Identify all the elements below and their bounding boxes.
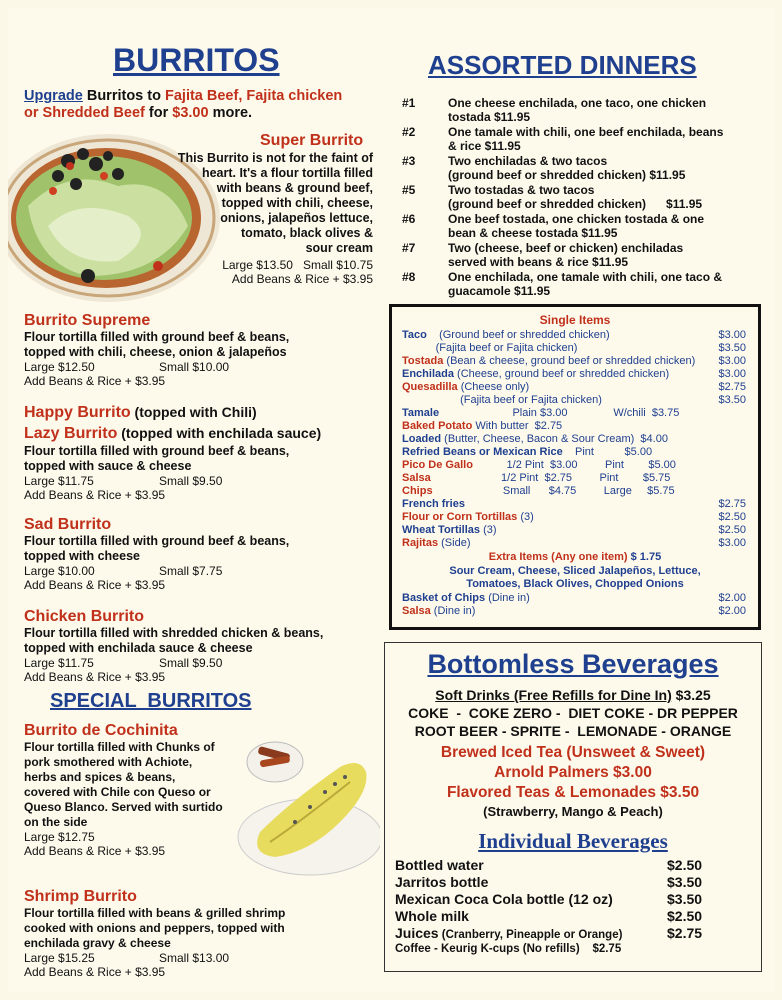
item-name: Taco	[402, 329, 427, 341]
large-price: Large $10.00	[24, 564, 95, 578]
beverage-price: $2.50	[667, 857, 703, 873]
desc-line: cooked with onions and peppers, topped with	[24, 921, 285, 935]
item-addon: Add Beans & Rice + $3.95	[24, 670, 166, 684]
beverage-name: Juices	[395, 925, 439, 941]
item-name: Loaded	[402, 433, 442, 445]
dinner-line: & rice $11.95	[448, 139, 521, 153]
large-price: Large $13.50	[222, 258, 293, 272]
menu-page	[8, 8, 774, 992]
coffee-label: Coffee - Keurig K-cups (No refills)	[395, 943, 580, 955]
desc-line: covered with Chile con Queso or	[24, 785, 211, 799]
dinner-line: One enchilada, one tamale with chili, one taco &	[448, 270, 723, 284]
small-price: Small $10.00	[159, 360, 230, 374]
single-items-title: Single Items	[539, 313, 611, 327]
single-item-row	[402, 446, 748, 459]
large-price: Large $11.75	[24, 474, 94, 488]
item-price: $3.00	[718, 355, 746, 367]
item-desc	[24, 626, 374, 656]
item-desc: (Cheese only)	[457, 381, 530, 393]
item-desc: 1/2 Pint $3.00 Pint $5.00	[472, 459, 676, 471]
beverage-row: Mexican Coca Cola bottle (12 oz)	[395, 891, 613, 907]
item-title: Burrito Supreme	[24, 312, 151, 329]
single-item-row	[402, 381, 748, 394]
single-item-row	[402, 355, 748, 368]
soft-drinks-list-1: COKE - COKE ZERO - DIET COKE - DR PEPPER	[408, 705, 738, 721]
large-price: Large $12.50	[24, 360, 95, 374]
beverage-row: Jarritos bottle	[395, 874, 489, 890]
dinner-line: bean & cheese tostada $11.95	[448, 226, 618, 240]
desc-line: enchilada gravy & cheese	[24, 936, 171, 950]
item-name: French fries	[402, 498, 465, 510]
item-price: $2.00	[718, 605, 746, 617]
item-price: $2.75	[718, 498, 746, 510]
dinner-line: One tamale with chili, one beef enchilada, beans	[448, 125, 724, 139]
super-burrito-title: Super Burrito	[260, 132, 364, 149]
arnold-palmers-line: Arnold Palmers $3.00	[494, 764, 652, 781]
item-desc	[24, 906, 374, 951]
small-price: Small $10.75	[302, 258, 373, 272]
single-item-row	[402, 394, 748, 407]
item-title: Happy Burrito	[24, 404, 131, 421]
soft-label: Soft Drinks (Free Refills for Dine In)	[435, 687, 672, 703]
single-item-row	[402, 407, 748, 420]
single-item-row	[402, 329, 748, 342]
item-desc: Small $4.75 Large $5.75	[432, 485, 675, 497]
beverage-price: $3.50	[667, 891, 703, 907]
desc-line: herbs and spices & beans,	[24, 770, 176, 784]
desc-line: Flour tortilla filled with Chunks of	[24, 740, 215, 754]
upgrade-text: Burritos to	[82, 88, 165, 104]
beverage-price: $2.50	[667, 908, 703, 924]
flavors-line: (Strawberry, Mango & Peach)	[483, 804, 663, 819]
item-title-extra: (topped with Chili)	[130, 404, 257, 420]
desc-line: onions, jalapeños lettuce,	[220, 211, 373, 225]
super-burrito-addon: Add Beans & Rice + $3.95	[231, 272, 373, 286]
item-price: $3.50	[718, 342, 746, 354]
item-desc: (Ground beef or shredded chicken)	[426, 329, 610, 341]
desc-line: pork smothered with Achiote,	[24, 755, 193, 769]
single-item-row	[402, 472, 748, 485]
item-desc: (Dine in)	[430, 605, 476, 617]
extra-items-line-2: Tomatoes, Black Olives, Chopped Onions	[466, 578, 684, 590]
item-name: Salsa	[402, 472, 431, 484]
dinner-line: (ground beef or shredded chicken) $11.95	[448, 197, 703, 211]
item-desc: (Bean & cheese, ground beef or shredded chicken)	[443, 355, 696, 367]
desc-line: topped with sauce & cheese	[24, 459, 192, 473]
single-item-row	[402, 537, 748, 550]
item-desc	[24, 534, 364, 564]
extra-items-title	[392, 551, 758, 563]
item-desc: (Fajita beef or Fajita chicken)	[402, 342, 578, 354]
item-prices	[24, 474, 374, 488]
item-name: Rajitas	[402, 537, 439, 549]
chicken-burrito	[24, 608, 374, 684]
beverage-sub: (Cranberry, Pineapple or Orange)	[438, 929, 623, 941]
item-desc: With butter $2.75	[472, 420, 563, 432]
item-addon: Add Beans & Rice + $3.95	[24, 374, 166, 388]
special-burritos-title: SPECIAL BURRITOS	[50, 690, 252, 712]
item-name: Refried Beans or Mexican Rice	[402, 446, 563, 458]
dinner-line: Two tostadas & two tacos	[448, 183, 595, 197]
burrito-supreme	[24, 312, 364, 388]
item-name: Baked Potato	[402, 420, 473, 432]
item-name: Chips	[402, 485, 433, 497]
desc-line: topped with cheese	[24, 549, 140, 563]
happy-lazy-burrito	[24, 402, 374, 502]
item-price: $3.00	[718, 537, 746, 549]
soft-price: $3.25	[671, 687, 711, 703]
upgrade-line-2	[24, 105, 252, 121]
item-desc	[24, 330, 364, 360]
item-addon: Add Beans & Rice + $3.95	[24, 844, 166, 858]
item-desc: (Cheese, ground beef or shredded chicken)	[453, 368, 670, 380]
single-item-row	[402, 498, 748, 511]
dinner-line: served with beans & rice $11.95	[448, 255, 629, 269]
item-desc: Plain $3.00 W/chili $3.75	[439, 407, 680, 419]
beverage-price: $2.75	[667, 925, 703, 941]
dinner-line: Two (cheese, beef or chicken) enchiladas	[448, 241, 684, 255]
small-price: Small $9.50	[159, 656, 223, 670]
dinner-line: One cheese enchilada, one taco, one chicken	[448, 96, 707, 110]
dinner-number: #5	[402, 183, 416, 197]
individual-beverages-title: Individual Beverages	[478, 829, 668, 853]
small-price: Small $9.50	[159, 474, 223, 488]
desc-line: with beans & ground beef,	[216, 181, 373, 195]
upgrade-word: Upgrade	[24, 88, 83, 104]
item-name: Salsa	[402, 605, 431, 617]
small-price: Small $13.00	[159, 951, 230, 965]
single-item-row	[402, 368, 748, 381]
item-prices	[24, 360, 364, 374]
assorted-dinners-title: ASSORTED DINNERS	[428, 50, 697, 80]
item-prices	[24, 951, 374, 965]
desc-line: Flour tortilla filled with ground beef & beans,	[24, 330, 290, 344]
upgrade-more: more.	[208, 105, 253, 121]
extra-price: $ 1.75	[627, 551, 662, 563]
item-desc	[24, 444, 374, 474]
large-price: Large $15.25	[24, 951, 95, 965]
item-desc: 1/2 Pint $2.75 Pint $5.75	[430, 472, 671, 484]
dinner-number: #6	[402, 212, 416, 226]
desc-line: on the side	[24, 815, 88, 829]
lazy-title-line	[24, 423, 374, 444]
item-prices	[24, 656, 374, 670]
dinners-list	[402, 96, 762, 301]
desc-line: topped with chili, cheese,	[221, 196, 373, 210]
single-item-row	[402, 511, 748, 524]
single-item-row	[402, 592, 748, 605]
beverage-row: Whole milk	[395, 908, 469, 924]
soft-drinks-line	[385, 687, 761, 703]
beverage-price: $3.50	[667, 874, 703, 890]
item-title: Sad Burrito	[24, 516, 112, 533]
bottomless-title: Bottomless Beverages	[427, 649, 719, 679]
item-addon: Add Beans & Rice + $3.95	[24, 488, 166, 502]
dinner-number: #1	[402, 96, 416, 110]
desc-line: topped with chili, cheese, onion & jalapeños	[24, 345, 287, 359]
single-item-row	[402, 485, 748, 498]
single-item-row	[402, 459, 748, 472]
single-item-row	[402, 605, 748, 618]
item-title-extra: (topped with enchilada sauce)	[117, 425, 322, 441]
desc-line: Flour tortilla filled with ground beef & beans,	[24, 534, 290, 548]
upgrade-for: for	[144, 105, 173, 121]
small-price: Small $7.75	[159, 564, 223, 578]
item-desc: (3)	[517, 511, 534, 523]
coffee-price: $2.75	[592, 943, 622, 955]
item-addon: Add Beans & Rice + $3.95	[24, 965, 166, 979]
dinner-number: #7	[402, 241, 416, 255]
super-burrito-prices	[208, 258, 373, 272]
extra-title: Extra Items (Any one item)	[488, 551, 628, 563]
item-desc: (3)	[480, 524, 497, 536]
desc-line: topped with enchilada sauce & cheese	[24, 641, 253, 655]
desc-line: Flour tortilla filled with beans & grilled shrimp	[24, 906, 286, 920]
item-desc: (Dine in)	[485, 592, 530, 604]
item-title: Chicken Burrito	[24, 608, 145, 625]
item-title: Lazy Burrito	[24, 425, 118, 442]
sad-burrito	[24, 516, 364, 592]
item-title: Shrimp Burrito	[24, 888, 137, 905]
item-price: $2.50	[718, 511, 746, 523]
item-title: Burrito de Cochinita	[24, 722, 178, 739]
desc-line: Flour tortilla filled with shredded chicken & beans,	[24, 626, 324, 640]
single-item-row	[402, 524, 748, 537]
soft-drinks-list-2: ROOT BEER - SPRITE - LEMONADE - ORANGE	[414, 723, 732, 739]
item-desc	[24, 740, 254, 830]
dinner-line: guacamole $11.95	[448, 284, 551, 298]
item-desc: (Fajita beef or Fajita chicken)	[402, 394, 602, 406]
desc-line: Queso Blanco. Served with surtido	[24, 800, 223, 814]
desc-line: Flour tortilla filled with ground beef & beans,	[24, 444, 290, 458]
flavored-teas-line: Flavored Teas & Lemonades $3.50	[446, 784, 700, 801]
super-burrito-desc	[158, 151, 373, 256]
item-price: $2.75	[718, 381, 746, 393]
item-price: $2.00	[718, 592, 746, 604]
desc-line: This Burrito is not for the faint of	[177, 151, 373, 165]
happy-title-line	[24, 402, 374, 423]
large-price: Large $12.75	[24, 830, 95, 844]
dinner-line: One beef tostada, one chicken tostada & one	[448, 212, 705, 226]
burritos-title: BURRITOS	[113, 42, 280, 78]
upgrade-highlight: Fajita Beef, Fajita chicken	[165, 88, 343, 104]
beverage-row	[395, 925, 622, 944]
item-price: $3.50	[718, 394, 746, 406]
shrimp-burrito	[24, 888, 374, 979]
item-price: $3.00	[718, 368, 746, 380]
item-name: Tamale	[402, 407, 440, 419]
item-name: Tostada	[402, 355, 444, 367]
single-item-row	[402, 342, 748, 355]
cochinita-photo	[230, 732, 380, 880]
item-addon: Add Beans & Rice + $3.95	[24, 578, 166, 592]
item-price: $2.50	[718, 524, 746, 536]
dinner-number: #8	[402, 270, 416, 284]
large-price: Large $11.75	[24, 656, 94, 670]
extra-items-line-1: Sour Cream, Cheese, Sliced Jalapeños, Lettuce,	[449, 565, 701, 577]
item-name: Basket of Chips	[402, 592, 486, 604]
upgrade-price: $3.00	[172, 105, 209, 121]
dinner-line: (ground beef or shredded chicken) $11.95	[448, 168, 686, 182]
dinner-line: tostada $11.95	[448, 110, 531, 124]
beverages-box	[384, 642, 762, 972]
iced-tea-line: Brewed Iced Tea (Unsweet & Sweet)	[440, 744, 706, 761]
desc-line: tomato, black olives &	[241, 226, 373, 240]
upgrade-meats: or Shredded Beef	[24, 105, 145, 121]
desc-line: sour cream	[305, 241, 373, 255]
item-desc: Pint $5.00	[562, 446, 653, 458]
item-desc: (Butter, Cheese, Bacon & Sour Cream) $4.00	[441, 433, 668, 445]
desc-line: heart. It's a flour tortilla filled	[201, 166, 373, 180]
single-items-box	[389, 304, 761, 630]
dinner-number: #3	[402, 154, 416, 168]
single-item-row	[402, 433, 748, 446]
item-name: Pico De Gallo	[402, 459, 473, 471]
upgrade-line-1	[24, 88, 342, 104]
item-desc: (Side)	[438, 537, 471, 549]
beverage-row: Bottled water	[395, 857, 484, 873]
dinner-number: #2	[402, 125, 416, 139]
burrito-de-cochinita	[24, 722, 254, 858]
item-name: Flour or Corn Tortillas	[402, 511, 518, 523]
item-name: Wheat Tortillas	[402, 524, 481, 536]
item-name: Quesadilla	[402, 381, 458, 393]
item-name: Enchilada	[402, 368, 454, 380]
item-prices	[24, 564, 364, 578]
coffee-line	[395, 943, 621, 955]
item-price: $3.00	[718, 329, 746, 341]
single-item-row	[402, 420, 748, 433]
dinner-line: Two enchiladas & two tacos	[448, 154, 608, 168]
